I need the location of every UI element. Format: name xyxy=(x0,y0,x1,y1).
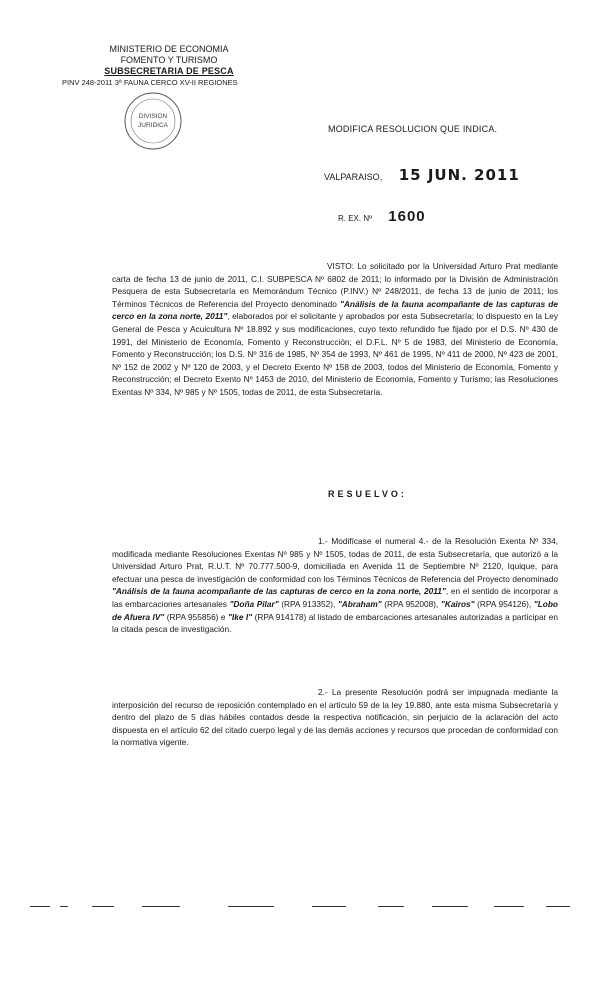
article-1 xyxy=(112,535,558,636)
date-stamp: 15 JUN. 2011 xyxy=(398,166,520,184)
vessel-rpa: (RPA 952008), xyxy=(381,598,441,609)
vessel-name: "Kairos" xyxy=(440,598,475,609)
project-name: "Análisis de la fauna acompañante de las capturas de cerco en la zona norte, 2011" xyxy=(112,298,558,322)
vessel-name: "Lobo de Afuera IV" xyxy=(112,598,559,622)
footer-divider xyxy=(378,906,404,907)
vessel-rpa: (RPA 955856) e xyxy=(164,611,228,622)
vessel-name: "Ike I" xyxy=(227,611,253,622)
stamp-seal xyxy=(122,90,184,152)
resuelvo-heading: RESUELVO: xyxy=(328,489,407,499)
footer-divider xyxy=(494,906,524,907)
ministry-name: MINISTERIO DE ECONOMIA xyxy=(109,44,229,54)
footer-divider xyxy=(30,906,50,907)
vessel-rpa: (RPA 913352), xyxy=(278,598,338,609)
footer-divider xyxy=(312,906,346,907)
date-line xyxy=(324,166,520,184)
footer-divider xyxy=(546,906,570,907)
visto-paragraph xyxy=(112,260,558,399)
city: VALPARAISO, xyxy=(324,172,383,182)
article-2-text: 2.- La presente Resolución podrá ser impugnada mediante la interposición del recurso de reposición contemplado en el artículo 59 de la ley 19.880, ante esta misma Subsecretaría y dentro del plazo de 5 días hábiles contados desde la respectiva notificación, sin perjuicio de la aclaración del acto dispuesta en el artículo 62 del citado cuerpo legal y de las demás acciones y recursos que procedan de conformidad con la normativa vigente. xyxy=(112,687,558,748)
ministry-subtitle: FOMENTO Y TURISMO xyxy=(120,55,218,65)
resolution-number xyxy=(338,208,426,225)
project-name: "Análisis de la fauna acompañante de las capturas de cerco en la zona norte, 2011" xyxy=(112,586,446,597)
resolution-label: R. EX. Nº xyxy=(338,214,373,223)
article-1-text: , en el sentido de incorporar a las embarcaciones artesanales xyxy=(112,586,558,609)
article-2 xyxy=(112,686,558,749)
document-subject: MODIFICA RESOLUCION QUE INDICA. xyxy=(328,124,498,134)
article-1-text: 1.- Modifícase el numeral 4.- de la Resolución Exenta Nº 334, modificada mediante Resoluciones Exentas Nº 985 y Nº 1505, todas de 2011, de esta Subsecretaría, que autorizó a la Universidad Arturo Prat, R.U.T. Nº 70.777.500-9, domiciliada en Avenida 11 de Septiembre Nº 2120, Iquique, para efectuar una pesca de investigación de conformidad con los Términos Técnicos de Referencia del Proyecto denominado xyxy=(112,536,558,584)
vessel-name: "Abraham" xyxy=(337,598,382,609)
visto-text: VISTO: Lo solicitado por la Universidad Arturo Prat mediante carta de fecha 13 de junio de 2011, C.I. SUBPESCA Nº 6802 de 2011; lo informado por la División de Administración Pesquera de esta Subsecretaría en Memorándum Técnico (P.INV.) Nº 248/2011, de fecha 13 de junio de 2011; los Términos Técnicos de Referencia del Proyecto denominado xyxy=(112,261,558,309)
subsecretariat-name: SUBSECRETARIA DE PESCA xyxy=(104,66,234,76)
footer-divider xyxy=(92,906,114,907)
resolution-value: 1600 xyxy=(388,208,426,225)
vessel-name: "Doña Pilar" xyxy=(229,598,279,609)
footer-divider xyxy=(228,906,274,907)
stamp-text-2: JURIDICA xyxy=(138,122,168,129)
file-reference: PINV 248-2011 3ª FAUNA CERCO XV-II REGIONES xyxy=(62,78,238,87)
footer-divider xyxy=(142,906,180,907)
division-stamp xyxy=(122,90,184,152)
footer-divider xyxy=(432,906,468,907)
stamp-text-1: DIVISION xyxy=(138,113,168,120)
footer-divider xyxy=(60,906,68,907)
vessel-rpa: (RPA 954126), xyxy=(474,598,534,609)
article-1-text-end: (RPA 914178) al listado de embarcaciones artesanales autorizadas a participar en la citada pesca de investigación. xyxy=(112,611,558,635)
visto-text-cont: , elaborados por el solicitante y aprobados por esta Subsecretaría; lo dispuesto en la Ley General de Pesca y Acuicultura Nº 18.892 y sus modificaciones, cuyo texto refundido fue fijado por el D.S. Nº 430 de 1991, del Ministerio de Economía, Fomento y Reconstrucción; el D.F.L. Nº 5 de 1983, del Ministerio de Economía, Fomento y Reconstrucción; los D.S. Nº 316 de 1985, Nº 354 de 1993, Nº 461 de 1995, Nº 411 de 2000, Nº 423 de 2001, Nº 152 de 2002 y Nº 120 de 2003, y el Decreto Exento Nº 158 de 2003, todos del Ministerio de Economía, Fomento y Reconstrucción; el Decreto Exento Nº 1453 de 2010, del Ministerio de Economía, Fomento y Turismo; las Resoluciones Exentas Nº 334, Nº 985 y Nº 1505, todas de 2011, de esta Subsecretaría. xyxy=(112,311,558,397)
letterhead xyxy=(64,44,274,88)
